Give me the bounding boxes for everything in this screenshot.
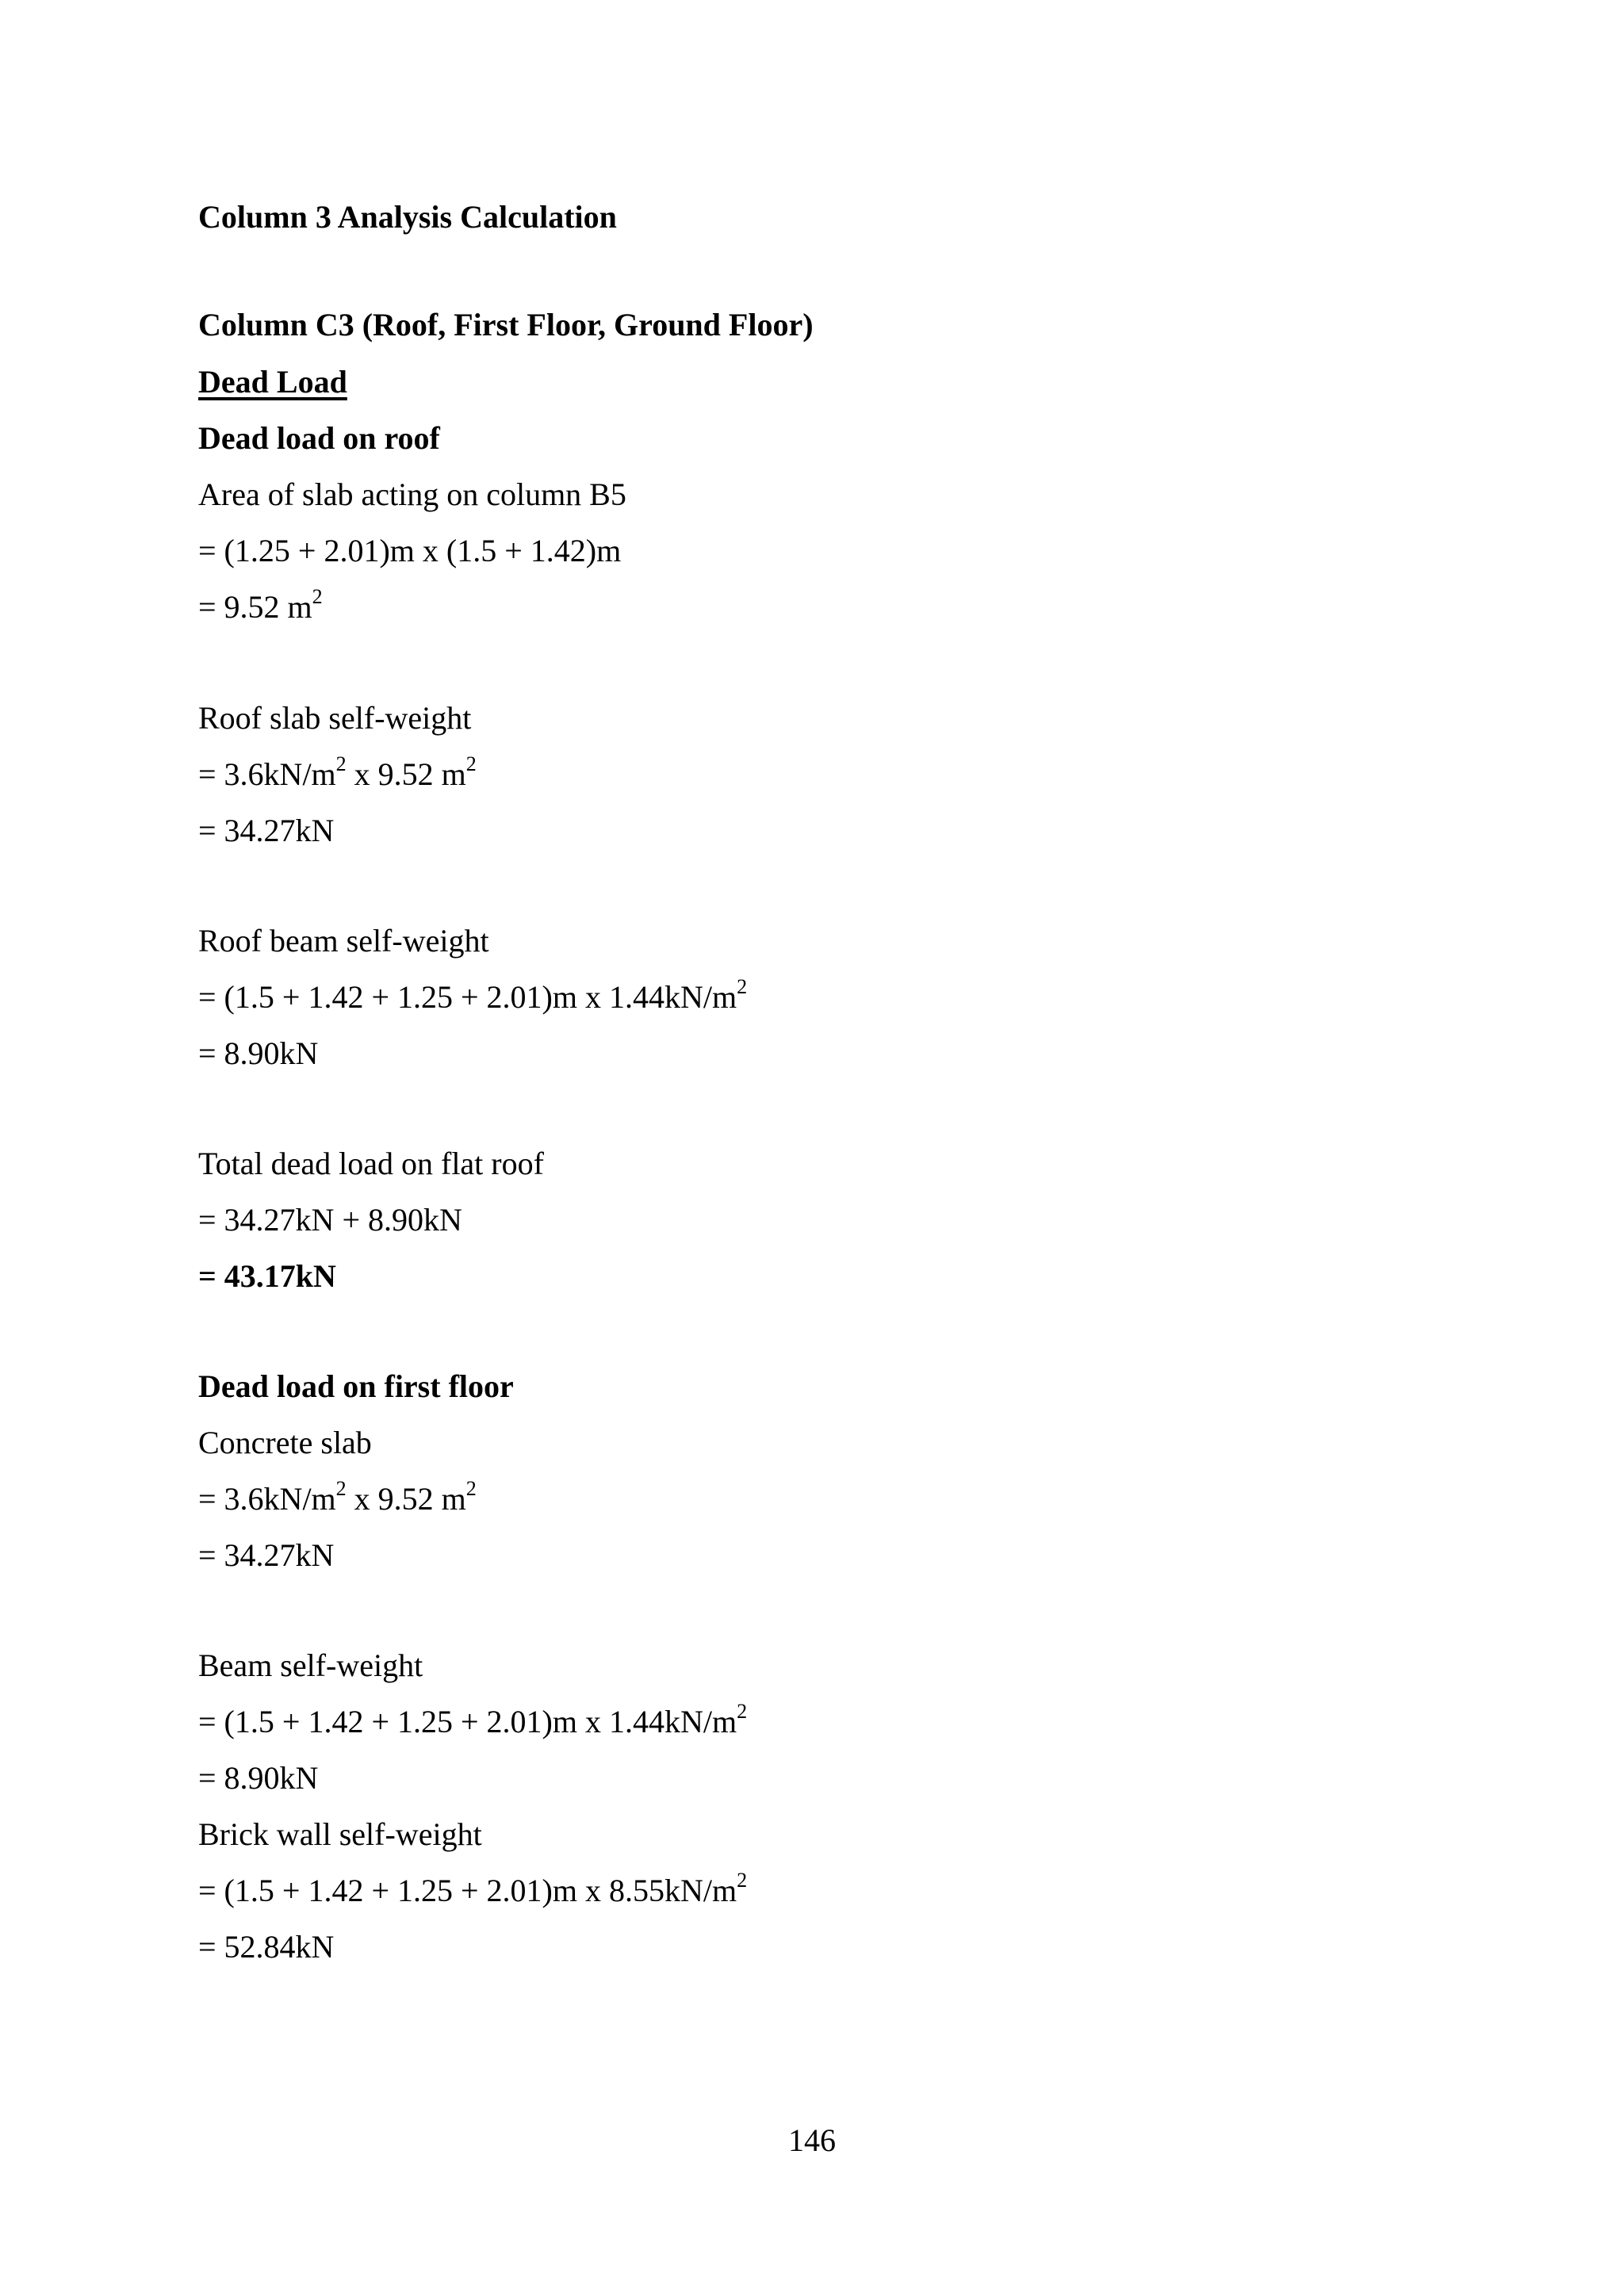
roof-slab-label: Roof slab self-weight [198,700,472,736]
first-floor-wall-expression [198,1869,748,1910]
first-floor-wall-exponent: 2 [737,1869,748,1892]
first-floor-slab-load-exponent: 2 [335,1477,347,1500]
first-floor-beam-result: = 8.90kN [198,1760,319,1796]
roof-slab-load-exponent: 2 [335,752,347,775]
page-number: 146 [788,2122,836,2158]
roof-beam-expression-text: = (1.5 + 1.42 + 1.25 + 2.01)m x 1.44kN/m [198,979,737,1015]
first-floor-wall-expression-text: = (1.5 + 1.42 + 1.25 + 2.01)m x 8.55kN/m [198,1873,737,1908]
roof-heading: Dead load on roof [198,420,440,456]
first-floor-slab-load: = 3.6kN/m [198,1481,336,1517]
roof-slab-area-exponent: 2 [465,752,477,775]
first-floor-slab-result: = 34.27kN [198,1537,335,1573]
roof-area-label: Area of slab acting on column B5 [198,476,626,512]
first-floor-slab-area-exponent: 2 [465,1477,477,1500]
first-floor-heading: Dead load on first floor [198,1368,514,1404]
roof-slab-result: = 34.27kN [198,813,335,848]
first-floor-beam-label: Beam self-weight [198,1647,423,1683]
roof-area-result [198,585,323,626]
first-floor-beam-expression [198,1700,748,1741]
roof-beam-label: Roof beam self-weight [198,923,489,959]
roof-beam-result: = 8.90kN [198,1035,319,1071]
first-floor-beam-exponent: 2 [737,1700,748,1723]
roof-area-value: = 9.52 m [198,589,312,625]
roof-total-label: Total dead load on flat roof [198,1146,544,1181]
dead-load-heading: Dead Load [198,364,347,400]
roof-total-expression: = 34.27kN + 8.90kN [198,1202,462,1238]
roof-total-result: = 43.17kN [198,1258,336,1294]
section-title: Column 3 Analysis Calculation [198,199,617,235]
roof-slab-area: x 9.52 m [346,756,466,792]
column-heading: Column C3 (Roof, First Floor, Ground Floor) [198,307,814,342]
first-floor-beam-expression-text: = (1.5 + 1.42 + 1.25 + 2.01)m x 1.44kN/m [198,1704,737,1739]
roof-slab-load: = 3.6kN/m [198,756,336,792]
roof-area-expression: = (1.25 + 2.01)m x (1.5 + 1.42)m [198,533,622,568]
first-floor-slab-label: Concrete slab [198,1425,372,1460]
roof-beam-expression [198,975,748,1016]
first-floor-slab-expression [198,1477,477,1518]
roof-slab-expression [198,752,477,794]
first-floor-slab-area: x 9.52 m [346,1481,466,1517]
roof-area-unit-exponent: 2 [312,585,323,608]
first-floor-wall-result: = 52.84kN [198,1929,335,1965]
first-floor-wall-label: Brick wall self-weight [198,1816,482,1852]
roof-beam-exponent: 2 [737,975,748,998]
